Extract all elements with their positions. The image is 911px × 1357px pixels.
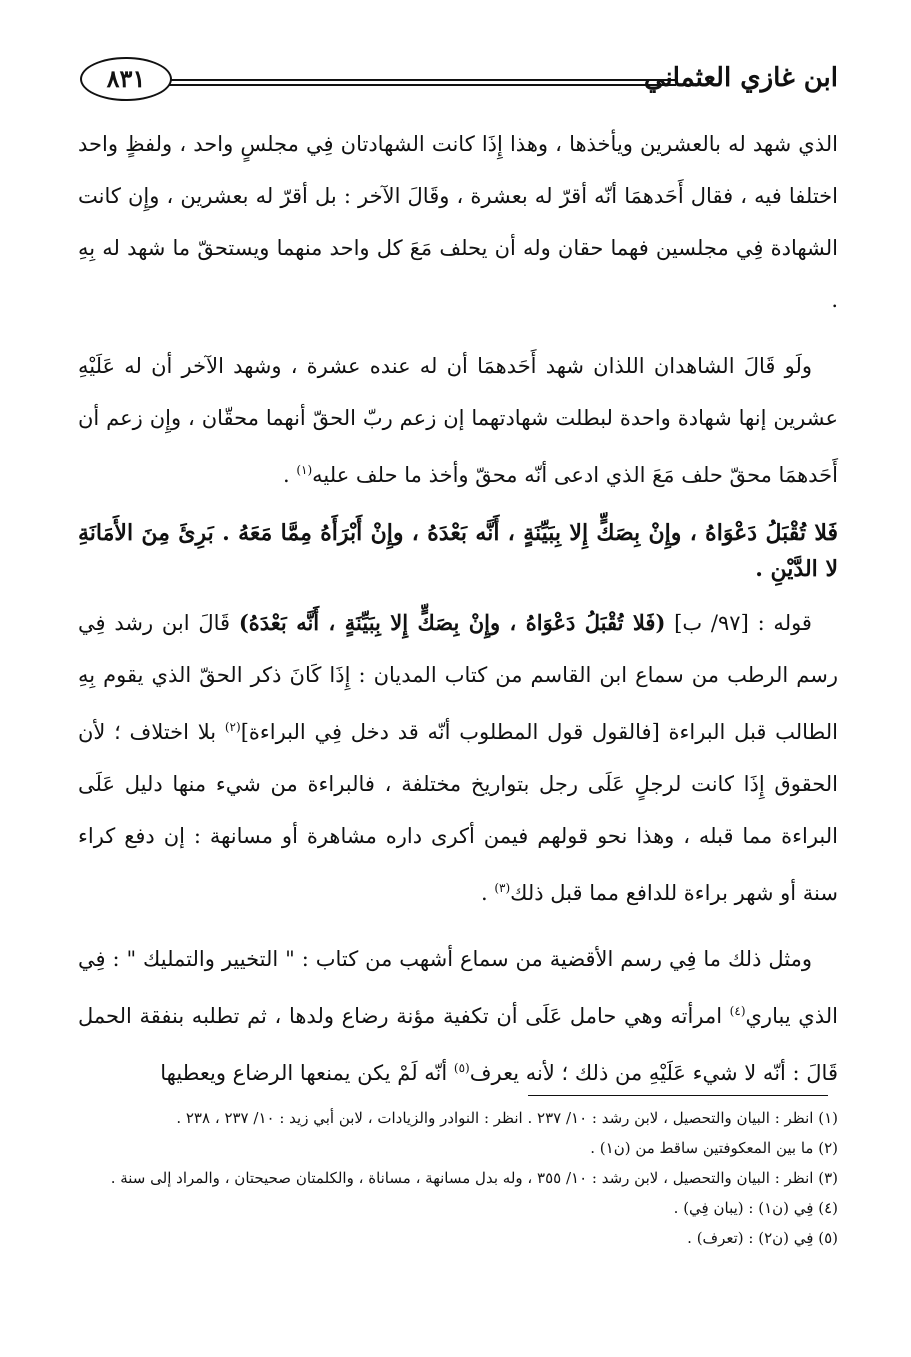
paragraph-3-quote: (فَلا تُقْبَلُ دَعْوَاهُ ، وإِنْ بِصَكٍّ إِلا بِبَيِّنَةٍ ، أَنَّه بَعْدَهُ) <box>238 610 666 635</box>
paragraph-3-text-a: قَالَ ابن رشد فِي رسم الرطب من سماع ابن القاسم من كتاب المديان : إِذَا كَانَ ذكر الحقّ الذي يقوم بِهِ الطالب قبل البراءة [فالقول قول المطلوب أنّه قد دخل فِي البراءة] <box>78 611 838 744</box>
footnote-5: (٥) فِي (ن٢) : (تعرف) . <box>687 1229 838 1247</box>
paragraph-2-text: ولَو قَالَ الشاهدان اللذان شهد أَحَدهمَا أن له عنده عشرة ، وشهد الآخر أن له عَلَيْهِ عشرين إنها شهادة واحدة لبطلت شهادتهما إن زعم ربّ الحقّ أنهما محقّان ، وإِن زعم أن أَحَدهمَا محقّ حلف مَعَ الذي ادعى أنّه محقّ وأخذ ما حلف عليه <box>78 354 838 487</box>
paragraph-2-end: . <box>282 463 297 487</box>
paragraph-3-intro: قوله : [٩٧/ ب] <box>665 611 812 635</box>
footnote-3: (٣) انظر : البيان والتحصيل ، لابن رشد : ١٠/ ٣٥٥ ، وله بدل مسانهة ، مساناة ، والكلمتان صحيحتان ، والمراد إلى سنة . <box>110 1169 838 1187</box>
page-number: ٨٣١ <box>80 57 172 101</box>
footnote-separator <box>528 1095 828 1096</box>
paragraph-2 <box>78 340 838 501</box>
paragraph-4-text-c: أنّه لَمْ يكن يمنعها الرضاع ويعطيها <box>160 1061 454 1085</box>
page-header <box>80 55 838 111</box>
footnote-ref-2: (٢) <box>224 720 241 734</box>
footnote-1: (١) انظر : البيان والتحصيل ، لابن رشد : ١٠/ ٢٣٧ . انظر : النوادر والزيادات ، لابن أبي زيد : ١٠/ ٢٣٧ ، ٢٣٨ . <box>176 1109 838 1127</box>
matn-text: فَلا تُقْبَلُ دَعْوَاهُ ، وإِنْ بِصَكٍّ إِلا بِبَيِّنَةٍ ، أَنَّه بَعْدَهُ ، وإِنْ أَبْرَأَهُ مِمَّا مَعَهُ . بَرِئَ مِنَ الأَمَانَةِ لا الدَّيْنِ . <box>78 520 838 582</box>
paragraph-3 <box>78 597 838 919</box>
paragraph-3-end: . <box>480 881 495 905</box>
footnotes <box>80 1103 838 1253</box>
main-text <box>78 118 838 1099</box>
header-rule <box>165 79 676 86</box>
footnote-ref-5: (٥) <box>453 1061 470 1075</box>
footnote-2: (٢) ما بين المعكوفتين ساقط من (ن١) . <box>590 1139 838 1157</box>
paragraph-3-text-b: بلا اختلاف ؛ لأن الحقوق إِذَا كانت لرجلٍ عَلَى رجل بتواريخ مختلفة ، فالبراءة من شيء منها دليل عَلَى البراءة مما قبله ، وهذا نحو قولهم فيمن أكرى داره مشاهرة أو مسانهة : إن دفع كراء سنة أو شهر براءة للدافع مما قبل ذلك <box>78 720 838 905</box>
paragraph-1: الذي شهد له بالعشرين ويأخذها ، وهذا إِذَا كانت الشهادتان فِي مجلسٍ واحد ، ولفظٍ واحد اختلفا فيه ، فقال أَحَدهمَا أنّه أقرّ له بعشرة ، وقَالَ الآخر : بل أقرّ له بعشرين ، وإِن كانت الشهادة فِي مجلسين فهما حقان وله أن يحلف مَعَ كل واحد منهما ويستحقّ ما شهد له بِهِ . <box>78 132 838 312</box>
paragraph-4-text-b: امرأته وهي حامل عَلَى أن تكفية مؤنة رضاع ولدها ، ثم تطلبه بنفقة الحمل قَالَ : أنّه لا شيء عَلَيْهِ من ذلك ؛ لأنه يعرف <box>78 1004 838 1085</box>
paragraph-4 <box>78 933 838 1099</box>
paragraph-4-text-a: ومثل ذلك ما فِي رسم الأقضية من سماع أشهب من كتاب : " التخيير والتمليك " : فِي الذي يباري <box>78 947 838 1028</box>
footnote-4: (٤) فِي (ن١) : (يبان فِي) . <box>673 1199 838 1217</box>
footnote-ref-3: (٣) <box>494 881 511 895</box>
footnote-ref-4: (٤) <box>729 1004 746 1018</box>
running-title: ابن غازي العثماني <box>643 63 838 93</box>
footnote-ref-1: (١) <box>296 463 313 477</box>
